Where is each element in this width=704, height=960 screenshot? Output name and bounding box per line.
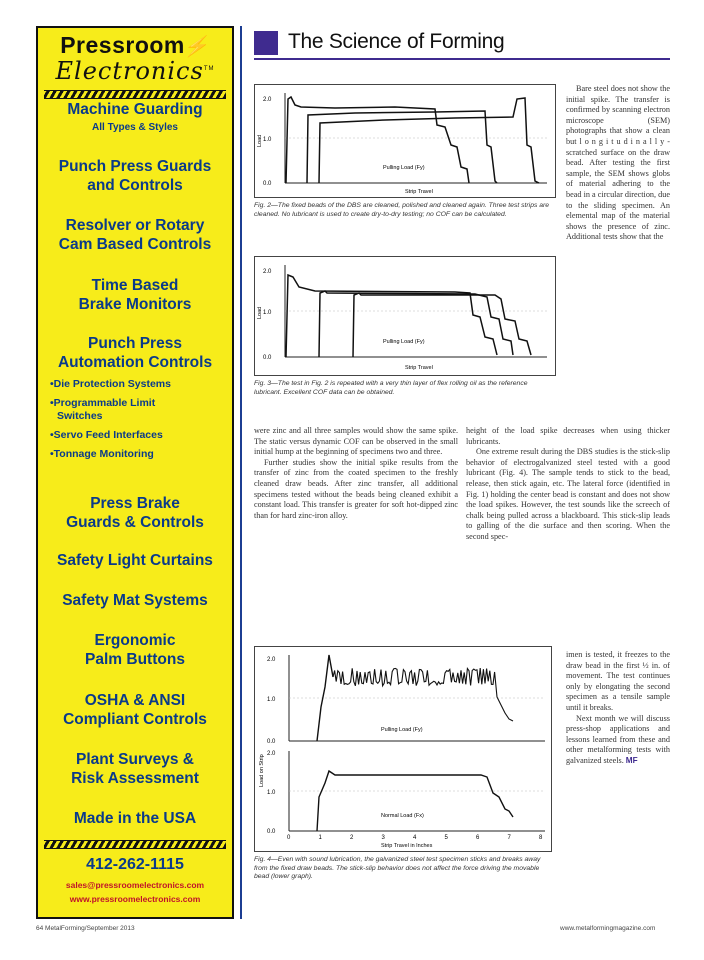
fig3-ytick: 2.0 — [263, 269, 272, 275]
footer-website-link[interactable]: www.metalformingmagazine.com — [560, 925, 656, 932]
brand-logo — [38, 32, 232, 85]
ad-heading-brake-monitors: Time Based Brake Monitors — [78, 277, 192, 313]
trademark: TM — [203, 66, 215, 72]
paragraph: Further studies show the initial spike results from the transfer of zinc from the coated specimen to the freshly cleaned draw beads. After zinc transfer, all additional specimens tested without the beads being cleaned exhibit a constant load. This transfer is greater for soft hot-dipped zinc than for hard zinc-iron alloy. — [254, 457, 458, 520]
advertisement-sidebar — [36, 26, 234, 919]
ad-heading-machine-guarding: Machine Guarding — [67, 101, 203, 118]
fig4-xtick: 4 — [413, 835, 417, 841]
fig4-pulling-stickslip — [333, 668, 513, 721]
fig4-xtick: 6 — [476, 835, 480, 841]
fig2-series — [286, 97, 469, 183]
fig2-ytick: 0.0 — [263, 181, 272, 187]
ad-heading-plant-surveys: Plant Surveys & Risk Assessment — [71, 751, 199, 787]
figure-3-caption: Fig. 3—The test in Fig. 2 is repeated with a very thin layer of flex rolling oil as the reference lubricant. Excellent COF data can be obtained. — [254, 380, 528, 396]
brand-name-bottom: Electronics — [55, 57, 204, 85]
fig3-xlabel: Strip Travel — [405, 365, 433, 371]
fig2-ylabel: Load — [257, 134, 263, 147]
paragraph: Bare steel does not show the initial spike. The transfer is confirmed by scanning electron microscope (SEM) photographs that show a clean but l o n g i t u d i n a l l y - scratched surface on the draw bead. After testing the first sample, the SEM shows globs of material adhering to the bead in a circular direction, due to the sliding specimen. An elemental map of the material shows the presence of zinc. Additional tests show that the — [566, 84, 670, 242]
fig2-ytick: 2.0 — [263, 97, 272, 103]
hatch-divider-top — [44, 90, 226, 99]
column-divider — [240, 26, 242, 919]
ad-heading-automation-controls: Punch Press Automation Controls — [57, 335, 213, 371]
fig4-ytick-top: 1.0 — [267, 697, 276, 703]
fig2-series — [319, 98, 539, 183]
text-column-right — [466, 426, 670, 543]
fig4-xtick: 7 — [507, 835, 511, 841]
paragraph: imen is tested, it freezes to the draw bead in the first ½ in. of movement. The test continues only by elongating the second specimen as a tensile sample until it breaks. — [566, 650, 670, 712]
paragraph: were zinc and all three samples would show the same spike. The static versus dynamic COF can be observed in the small initial hump at the beginning of specimens two and three. — [254, 426, 458, 457]
figure-4 — [254, 646, 552, 852]
fig4-ytick-bottom: 0.0 — [267, 829, 276, 835]
fig2-label: Pulling Load (Fy) — [383, 165, 425, 171]
figure-4-caption: Fig. 4—Even with sound lubrication, the galvanized steel test specimen sticks and breaks away from the fixed draw beads. The stick-slip behavior does not affect the force driving the movable bead (lower graph). — [254, 856, 541, 880]
fig3-series — [319, 291, 513, 357]
fig4-xtick: 8 — [539, 835, 543, 841]
ad-subheading: All Types & Styles — [92, 122, 178, 133]
ad-heading-light-curtains: Safety Light Curtains — [57, 552, 213, 569]
ad-bullet: •Tonnage Monitoring — [50, 448, 154, 460]
fig4-xtick: 0 — [287, 835, 291, 841]
ad-bullet: Switches — [57, 410, 103, 422]
end-mark: MF — [625, 755, 638, 765]
lightning-bolt-icon: ⚡ — [181, 36, 213, 58]
ad-heading-osha-ansi: OSHA & ANSI Compliant Controls — [63, 692, 207, 728]
fig2-xlabel: Strip Travel — [405, 189, 433, 195]
right-column-lower — [566, 650, 670, 767]
brand-name-top: Pressroom — [60, 32, 185, 58]
ad-heading-safety-mats: Safety Mat Systems — [62, 592, 208, 609]
ad-phone[interactable]: 412-262-1115 — [86, 856, 184, 873]
ad-website-link[interactable]: www.pressroomelectronics.com — [69, 894, 201, 904]
ad-bullet: •Die Protection Systems — [50, 378, 171, 390]
page-title: The Science of Forming — [288, 30, 505, 53]
fig4-ylabel: Load on Strip — [259, 754, 265, 787]
fig2-ytick: 1.0 — [263, 137, 272, 143]
fig4-ytick-bottom: 2.0 — [267, 751, 276, 757]
fig4-label-bottom: Normal Load (Fx) — [381, 813, 424, 819]
paragraph: Next month we will discuss press-shop applications and lessons learned from these and other metalforming tests with galvanized steels. MF — [566, 713, 670, 765]
ad-bullet: •Programmable Limit — [50, 397, 156, 409]
title-square-icon — [254, 31, 278, 55]
title-rule — [254, 58, 670, 60]
fig4-xtick: 1 — [318, 835, 322, 841]
ad-bullet: •Servo Feed Interfaces — [50, 429, 163, 441]
paragraph: height of the load spike decreases when using thicker lubricants. — [466, 426, 670, 446]
ad-heading-punch-press-guards: Punch Press Guards and Controls — [58, 158, 212, 194]
right-column-upper — [566, 84, 670, 243]
figure-2-caption: Fig. 2—The fixed beads of the DBS are cleaned, polished and cleaned again. Three test strips are cleaned. No lubricant is used to create dry-to-dry testing; no COF can be calculated. — [254, 202, 550, 218]
fig3-label: Pulling Load (Fy) — [383, 339, 425, 345]
ad-heading-press-brake: Press Brake Guards & Controls — [66, 495, 204, 531]
fig4-label-top: Pulling Load (Fy) — [381, 727, 423, 733]
fig4-ytick-bottom: 1.0 — [267, 790, 276, 796]
fig4-xtick: 3 — [381, 835, 385, 841]
fig4-xtick: 2 — [350, 835, 354, 841]
ad-heading-resolver: Resolver or Rotary Cam Based Controls — [58, 217, 212, 253]
paragraph: One extreme result during the DBS studies is the stick-slip behavior of electrogalvanized steel tested with a good lubricant (Fig. 4). The sample tends to stick to the bead, release, then stick again, etc. The lateral force (identified in Fig. 1) holding the center bead is constant and does not show the load spikes. However, the test sounds like the screech of chalk being pulled across a blackboard. This stick-slip leads to galling of the die surface and then scoring. When the second spec- — [466, 447, 670, 541]
fig4-xtick: 5 — [444, 835, 448, 841]
figure-3 — [254, 256, 556, 376]
fig4-normal-series — [317, 771, 513, 831]
ad-heading-made-in-usa: Made in the USA — [73, 810, 197, 827]
figure-3-graph — [255, 257, 555, 375]
text-column-left — [254, 426, 458, 521]
fig4-xlabel: Strip Travel in Inches — [381, 843, 433, 849]
fig4-ytick-top: 2.0 — [267, 657, 276, 663]
ad-bullet-list — [50, 378, 171, 461]
fig3-ytick: 1.0 — [263, 310, 272, 316]
hatch-divider-bottom — [44, 840, 226, 849]
fig3-series — [353, 293, 531, 357]
ad-email-link[interactable]: sales@pressroomelectronics.com — [65, 880, 205, 890]
fig3-ylabel: Load — [257, 306, 263, 319]
figure-4-graph — [255, 647, 551, 851]
figure-2-graph — [255, 85, 555, 197]
figure-2 — [254, 84, 556, 198]
ad-heading-palm-buttons: Ergonomic Palm Buttons — [85, 632, 185, 668]
footer-page-info: 64 MetalForming/September 2013 — [36, 925, 135, 932]
fig4-ytick-top: 0.0 — [267, 739, 276, 745]
fig3-ytick: 0.0 — [263, 355, 272, 361]
